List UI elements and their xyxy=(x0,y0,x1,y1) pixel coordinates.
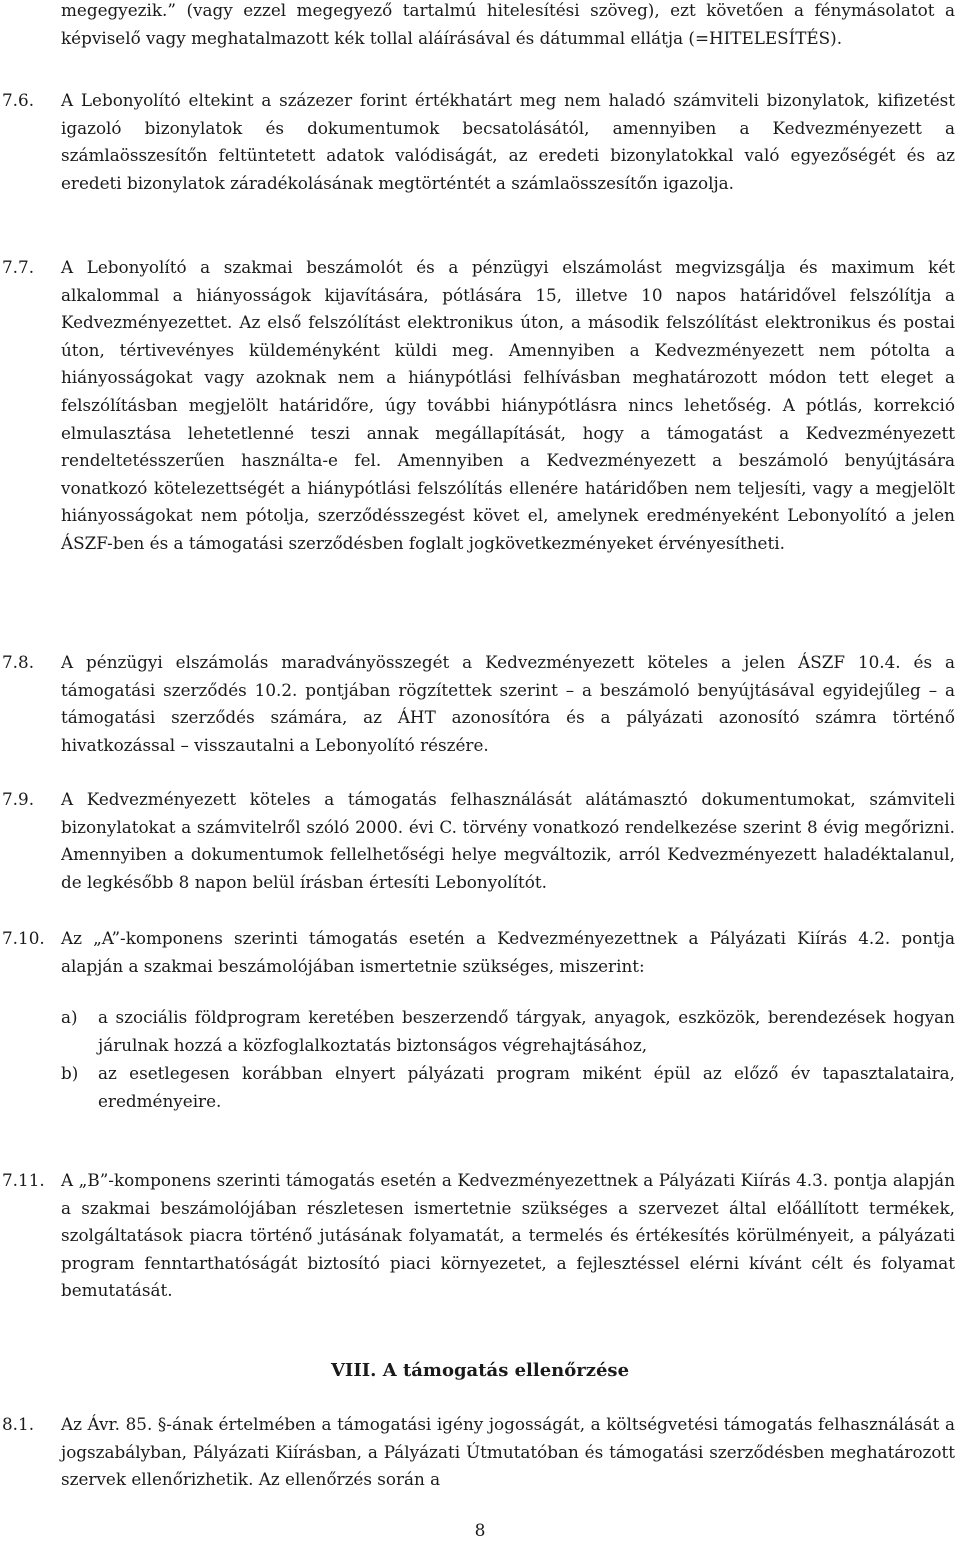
subitem-text-a: a szociális földprogram keretében beszerzendő tárgyak, anyagok, eszközök, berendezések hogyan járulnak hozzá a közfoglalkoztatás biztonságos végrehajtásához, xyxy=(98,1007,955,1055)
section-number-7-10: 7.10. xyxy=(2,928,45,948)
section-text-7-11: A „B”-komponens szerinti támogatás esetén a Kedvezményezettnek a Pályázati Kiírás 4.3. pontja alapján a szakmai beszámolójában részletesen ismertetnie szükséges a szervezet által előállított termékek, szolgáltatások piacra történő jutásának folyamatát, a termelés és értékesítés körülményeit, a pályázati program fenntarthatóságát biztosító piaci környezetet, a fejlesztéssel elérni kívánt célt és folyamat bemutatását. xyxy=(61,1170,955,1301)
section-number-7-6: 7.6. xyxy=(2,90,35,110)
section-number-8-1: 8.1. xyxy=(2,1414,35,1434)
section-text-7-9: A Kedvezményezett köteles a támogatás felhasználását alátámasztó dokumentumokat, számviteli bizonylatokat a számvitelről szóló 2000. évi C. törvény vonatkozó rendelkezése szerint 8 évig megőrizni. Amennyiben a dokumentumok fellelhetőségi helye megváltozik, arról Kedvezményezett haladéktalanul, de legkésőbb 8 napon belül írásban értesíti Lebonyolítót. xyxy=(61,789,955,892)
subitem-label-a: a) xyxy=(61,1007,78,1027)
section-text-7-7: A Lebonyolító a szakmai beszámolót és a pénzügyi elszámolást megvizsgálja és maximum két alkalommal a hiányosságok kijavítására, pótlására 15, illetve 10 napos határidővel felszólítja a Kedvezményezettet. Az első felszólítást elektronikus úton, a második felszólítást elektronikus és postai úton, tértivevényes küldeményként küldi meg. Amennyiben a Kedvezményezett nem pótolta a hiányosságokat vagy azoknak nem a hiánypótlási felhívásban meghatározott módon tett eleget a felszólításban megjelölt határidőre, úgy további hiánypótlásra nincs lehetőség. A pótlás, korrekció elmulasztása lehetetlenné teszi annak megállapítását, hogy a támogatást a Kedvezményezett rendeltetésszerűen használta-e fel. Amennyiben a Kedvezményezett a beszámoló benyújtására vonatkozó kötelezettségét a hiánypótlási felszólítás ellenére határidőben nem teljesíti, vagy a megjelölt hiányosságokat nem pótolja, szerződésszegést követ el, amelynek eredményeként Lebonyolító a jelen ÁSZF-ben és a támogatási szerződésben foglalt jogkövetkezményeket érvényesítheti. xyxy=(61,257,955,553)
intro-paragraph: megegyezik.” (vagy ezzel megegyező tartalmú hitelesítési szöveg), ezt követően a fénymásolatot a képviselő vagy meghatalmazott kék tollal aláírásával és dátummal ellátja (=HITELESÍTÉS). xyxy=(61,0,955,48)
chapter-heading: VIII. A támogatás ellenőrzése xyxy=(330,1360,630,1381)
section-number-7-9: 7.9. xyxy=(2,789,35,809)
section-text-7-10: Az „A”-komponens szerinti támogatás esetén a Kedvezményezettnek a Pályázati Kiírás 4.2. pontja alapján a szakmai beszámolójában ismertetnie szükséges, miszerint: xyxy=(61,928,955,976)
section-text-7-6: A Lebonyolító eltekint a százezer forint értékhatárt meg nem haladó számviteli bizonylatok, kifizetést igazoló bizonylatok és dokumentumok becsatolásától, amennyiben a Kedvezményezett a számlaösszesítőn feltüntetett adatok valódiságát, az eredeti bizonylatokkal való egyezőségét és az eredeti bizonylatok záradékolásának megtörténtét a számlaösszesítőn igazolja. xyxy=(61,90,955,193)
section-number-7-7: 7.7. xyxy=(2,257,35,277)
section-number-7-11: 7.11. xyxy=(2,1170,45,1190)
subitem-text-b: az esetlegesen korábban elnyert pályázati program miként épül az előző év tapasztalataira, eredményeire. xyxy=(98,1063,955,1111)
section-text-7-8: A pénzügyi elszámolás maradványösszegét a Kedvezményezett köteles a jelen ÁSZF 10.4. és a támogatási szerződés 10.2. pontjában rögzítettek szerint – a beszámoló benyújtásával egyidejűleg – a támogatási szerződés számára, az ÁHT azonosítóra és a pályázati azonosító számra történő hivatkozással – visszautalni a Lebonyolító részére. xyxy=(61,652,955,755)
subitem-label-b: b) xyxy=(61,1063,79,1083)
section-text-8-1: Az Ávr. 85. §-ának értelmében a támogatási igény jogosságát, a költségvetési támogatás felhasználását a jogszabályban, Pályázati Kiírásban, a Pályázati Útmutatóban és támogatási szerződésben meghatározott szervek ellenőrizhetik. Az ellenőrzés során a xyxy=(61,1414,955,1490)
section-number-7-8: 7.8. xyxy=(2,652,35,672)
page-number: 8 xyxy=(474,1521,486,1541)
